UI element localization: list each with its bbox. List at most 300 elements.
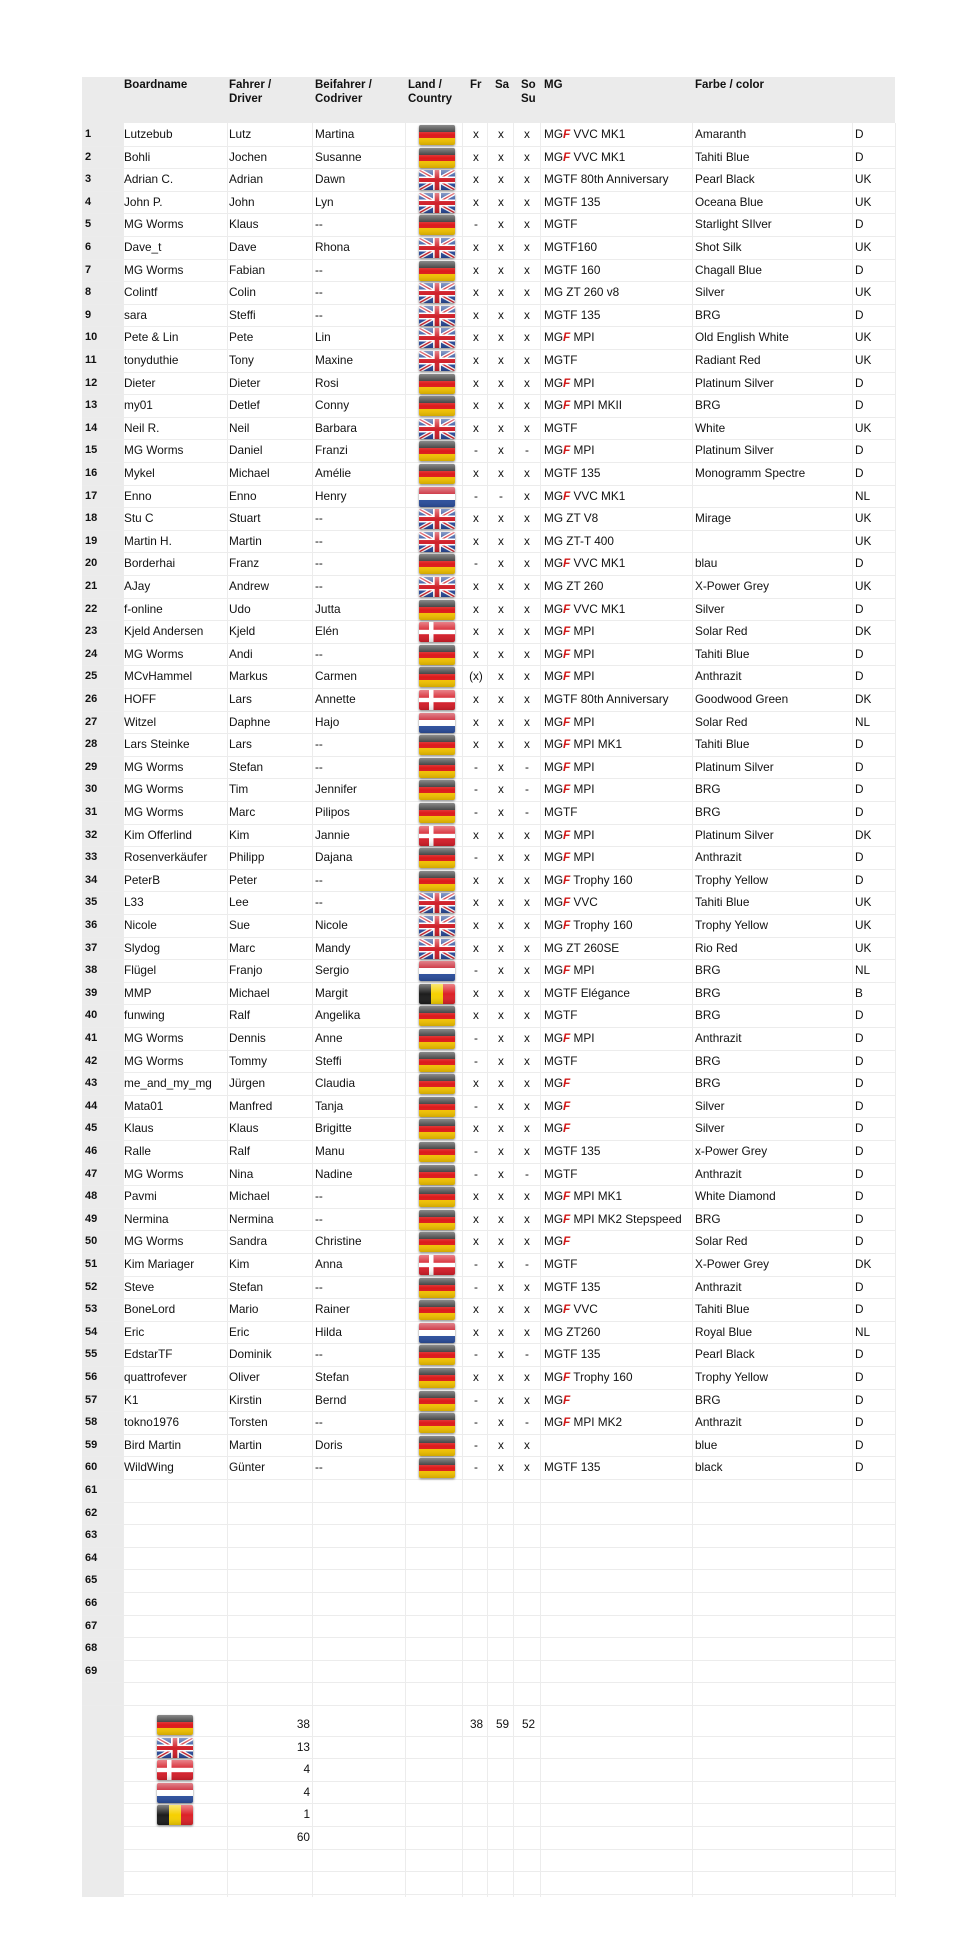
color-cell: BRG	[695, 1008, 721, 1023]
country-code-cell: D	[855, 1392, 864, 1407]
mgf-logo-letter: F	[563, 737, 571, 752]
saturday-cell: -	[499, 488, 503, 503]
driver-cell: Kim	[229, 1257, 250, 1271]
boardname-cell: EdstarTF	[124, 1347, 173, 1362]
boardname-cell: Steve	[124, 1279, 155, 1294]
mg-model-cell	[544, 1321, 600, 1343]
country-code-cell: D	[855, 737, 864, 752]
row-number: 68	[85, 1642, 98, 1655]
driver-cell: Stuart	[229, 511, 261, 526]
country-code-cell: D	[855, 1437, 864, 1452]
friday-cell: -	[474, 850, 478, 865]
table-row	[82, 552, 895, 576]
boardname-cell: Nermina	[124, 1211, 169, 1226]
boardname-cell: L33	[124, 895, 144, 910]
summary-row	[123, 1826, 895, 1850]
sunday-cell: x	[524, 262, 530, 277]
row-number: 2	[85, 150, 92, 163]
color-cell: Monogramm Spectre	[695, 466, 806, 480]
mg-model-suffix: MPI	[570, 646, 595, 661]
grid-line	[227, 123, 228, 1897]
mg-model-cell	[544, 1004, 577, 1026]
table-row	[82, 462, 895, 486]
country-code-cell: UK	[855, 420, 872, 435]
german-flag-icon	[419, 1187, 455, 1207]
table-row	[82, 914, 895, 938]
color-cell: Radiant Red	[695, 353, 761, 367]
row-number: 19	[85, 534, 98, 547]
friday-cell: x	[473, 375, 479, 390]
country-code-cell: UK	[855, 353, 872, 367]
boardname-cell: quattrofever	[124, 1370, 187, 1384]
mg-model-prefix: MG	[544, 782, 564, 797]
mg-model-prefix: MG	[544, 737, 564, 752]
mg-model-cell	[544, 213, 577, 235]
row-number: 47	[85, 1167, 98, 1180]
saturday-cell: x	[498, 1144, 504, 1158]
table-row	[82, 1095, 895, 1119]
sunday-cell: x	[524, 194, 530, 209]
color-cell: Old English White	[695, 330, 789, 345]
saturday-cell: x	[498, 1460, 504, 1475]
boardname-cell: me_and_my_mg	[124, 1076, 212, 1091]
sunday-cell: x	[524, 646, 530, 661]
color-cell: Mirage	[695, 511, 732, 526]
table-row	[82, 1163, 895, 1187]
driver-cell: Lars	[229, 692, 252, 706]
boardname-cell: Klaus	[124, 1121, 154, 1136]
dutch-flag-icon	[419, 1323, 455, 1343]
mgf-logo-letter: F	[563, 827, 571, 842]
row-number: 52	[85, 1280, 98, 1293]
codriver-cell: Doris	[315, 1437, 343, 1452]
saturday-cell: x	[498, 1257, 504, 1271]
country-code-cell: D	[855, 1347, 864, 1362]
mg-model-cell	[544, 394, 622, 416]
codriver-cell: --	[315, 217, 323, 232]
mg-model-cell	[544, 688, 669, 710]
summary-row	[123, 1803, 895, 1827]
sunday-cell: x	[524, 556, 530, 571]
row-number: 65	[85, 1574, 98, 1587]
saturday-cell: x	[498, 1347, 504, 1362]
row-number: 9	[85, 308, 92, 321]
driver-cell: Stefan	[229, 759, 264, 774]
mg-model-cell	[544, 123, 625, 145]
codriver-cell: Angelika	[315, 1008, 361, 1023]
mg-model-suffix: Trophy 160	[570, 918, 633, 932]
german-flag-icon	[419, 1278, 455, 1298]
grid-line	[513, 123, 514, 1897]
sunday-cell: x	[524, 217, 530, 232]
danish-flag-icon	[157, 1760, 193, 1780]
codriver-cell: Stefan	[315, 1370, 350, 1384]
grid-line	[895, 123, 896, 1897]
friday-cell: x	[473, 511, 479, 526]
mg-model-prefix: MGTF 135	[544, 1279, 601, 1294]
saturday-cell: x	[498, 149, 504, 164]
saturday-cell: x	[498, 240, 504, 254]
saturday-cell: x	[498, 1279, 504, 1294]
country-code-cell: D	[855, 1279, 864, 1294]
saturday-cell: x	[498, 511, 504, 526]
saturday-cell: x	[498, 466, 504, 480]
friday-cell: x	[473, 466, 479, 480]
saturday-cell: x	[498, 1234, 504, 1249]
codriver-cell: Tanja	[315, 1098, 344, 1113]
german-flag-icon	[419, 215, 455, 235]
boardname-cell: MG Worms	[124, 1166, 184, 1181]
saturday-cell: x	[498, 1437, 504, 1452]
friday-cell: x	[473, 1211, 479, 1226]
summary-row	[123, 1758, 895, 1782]
row-number: 1	[85, 128, 92, 140]
country-code-cell: D	[855, 466, 864, 480]
driver-cell: Philipp	[229, 850, 265, 865]
mg-model-cell	[544, 1163, 577, 1185]
sunday-cell: x	[524, 172, 530, 187]
mg-model-prefix: MG	[544, 669, 564, 684]
header-color: Farbe / color	[695, 79, 765, 91]
country-code-cell: D	[855, 556, 864, 571]
german-flag-icon	[419, 780, 455, 800]
friday-cell: x	[473, 1076, 479, 1091]
mg-model-prefix: MG	[544, 895, 564, 910]
row-number: 62	[85, 1506, 98, 1519]
codriver-cell: Lyn	[315, 194, 334, 209]
codriver-cell: --	[315, 1415, 323, 1430]
driver-cell: Neil	[229, 420, 250, 435]
table-row	[82, 1456, 895, 1480]
driver-cell: Fabian	[229, 262, 266, 277]
header-mg: MG	[544, 79, 563, 91]
driver-cell: Oliver	[229, 1370, 260, 1384]
friday-cell: x	[473, 1234, 479, 1249]
sunday-cell: -	[525, 782, 529, 797]
color-cell: X-Power Grey	[695, 579, 770, 593]
saturday-cell: x	[498, 556, 504, 571]
table-row	[82, 1208, 895, 1232]
mg-model-prefix: MGTF	[544, 353, 578, 367]
color-cell: Tahiti Blue	[695, 737, 750, 752]
codriver-cell: Lin	[315, 330, 331, 345]
driver-cell: Detlef	[229, 398, 260, 413]
driver-cell: Peter	[229, 872, 258, 887]
mg-model-cell	[544, 1140, 600, 1162]
row-number: 64	[85, 1551, 98, 1564]
sunday-cell: x	[524, 1370, 530, 1384]
mgf-logo-letter: F	[563, 556, 571, 571]
german-flag-icon	[419, 1052, 455, 1072]
saturday-cell: x	[498, 194, 504, 209]
german-flag-icon	[419, 1119, 455, 1139]
boardname-cell: MG Worms	[124, 782, 184, 797]
color-cell: BRG	[695, 1076, 721, 1091]
mg-model-cell	[544, 439, 595, 461]
german-flag-icon	[419, 1142, 455, 1162]
sunday-cell: x	[524, 601, 530, 616]
table-row	[82, 575, 895, 599]
table-row	[82, 846, 895, 870]
mg-model-prefix: MG	[544, 850, 564, 865]
table-row	[82, 259, 895, 283]
row-number: 23	[85, 625, 98, 638]
friday-cell: -	[474, 488, 478, 503]
header-so: So Su	[521, 79, 536, 105]
mg-model-cell	[544, 349, 577, 371]
friday-cell: x	[473, 985, 479, 1000]
table-row	[82, 756, 895, 780]
mg-model-prefix: MG ZT 260	[544, 579, 604, 593]
sunday-cell: x	[524, 895, 530, 910]
driver-cell: Ralf	[229, 1144, 250, 1158]
saturday-cell: x	[498, 1189, 504, 1204]
friday-cell: x	[473, 420, 479, 435]
saturday-cell: x	[498, 1370, 504, 1384]
table-row	[82, 801, 895, 825]
mg-model-prefix: MG	[544, 127, 564, 141]
country-code-cell: D	[855, 1415, 864, 1430]
driver-cell: Steffi	[229, 307, 256, 322]
friday-cell: x	[473, 872, 479, 887]
row-number: 33	[85, 851, 98, 864]
friday-cell: -	[474, 1144, 478, 1158]
mg-model-prefix: MG	[544, 398, 564, 413]
country-code-cell: D	[855, 1031, 864, 1045]
mg-model-cell	[544, 1208, 682, 1230]
row-number: 37	[85, 941, 98, 954]
sunday-cell: -	[525, 805, 529, 819]
mg-model-prefix: MGTF 80th Anniversary	[544, 172, 669, 187]
row-number: 38	[85, 964, 98, 977]
uk-flag-icon	[419, 577, 455, 597]
color-cell: Starlight SIlver	[695, 217, 772, 232]
color-cell: Silver	[695, 1098, 725, 1113]
mg-model-cell	[544, 937, 619, 959]
mgf-logo-letter: F	[563, 149, 571, 164]
color-cell: Anthrazit	[695, 1279, 742, 1294]
country-code-cell: D	[855, 375, 864, 390]
boardname-cell: Kim Mariager	[124, 1257, 195, 1271]
row-number: 5	[85, 218, 92, 231]
mg-model-prefix: MG	[544, 1302, 564, 1317]
table-row	[82, 733, 895, 757]
mg-model-cell	[544, 778, 595, 800]
sunday-cell: x	[524, 714, 530, 729]
german-flag-icon	[419, 803, 455, 823]
country-code-cell: D	[855, 1008, 864, 1023]
mg-model-cell	[544, 281, 619, 303]
saturday-cell: x	[498, 963, 504, 978]
saturday-cell: x	[498, 850, 504, 865]
saturday-cell: x	[498, 307, 504, 322]
uk-flag-icon	[419, 283, 455, 303]
mgf-logo-letter: F	[563, 918, 571, 932]
mg-model-cell	[544, 824, 595, 846]
color-cell: Platinum Silver	[695, 827, 774, 842]
grid-line	[692, 123, 693, 1897]
mg-model-prefix: MG	[544, 1031, 564, 1045]
empty-row	[82, 1592, 895, 1616]
color-cell: Trophy Yellow	[695, 918, 769, 932]
table-row	[82, 1185, 895, 1209]
color-cell: Chagall Blue	[695, 262, 762, 277]
driver-cell: Enno	[229, 488, 257, 503]
row-number: 54	[85, 1325, 98, 1338]
table-row	[82, 869, 895, 893]
friday-cell: x	[473, 1121, 479, 1136]
color-cell: black	[695, 1460, 723, 1475]
color-cell: Amaranth	[695, 127, 747, 141]
mgf-logo-letter: F	[563, 1392, 571, 1407]
codriver-cell: Pilipos	[315, 805, 350, 819]
mgf-logo-letter: F	[563, 1370, 571, 1384]
color-cell: Solar Red	[695, 714, 748, 729]
row-number: 36	[85, 919, 98, 931]
mg-model-prefix: MG	[544, 714, 564, 729]
row-number: 15	[85, 444, 98, 457]
country-code-cell: D	[855, 759, 864, 774]
codriver-cell: Rainer	[315, 1302, 350, 1317]
table-row	[82, 417, 895, 441]
country-code-cell: UK	[855, 172, 872, 187]
saturday-cell: x	[498, 624, 504, 639]
table-row	[82, 1434, 895, 1458]
friday-cell: x	[473, 353, 479, 367]
codriver-cell: Mandy	[315, 940, 351, 955]
country-code-cell: NL	[855, 1324, 871, 1339]
codriver-cell: Conny	[315, 398, 350, 413]
table-row	[82, 1230, 895, 1254]
mg-model-prefix: MG	[544, 624, 564, 639]
row-number: 66	[85, 1597, 98, 1609]
sunday-cell: x	[524, 511, 530, 526]
color-cell: Tahiti Blue	[695, 1302, 750, 1317]
table-row	[82, 485, 895, 509]
mg-model-cell	[544, 1298, 598, 1320]
mg-model-suffix: Trophy 160	[570, 1370, 633, 1384]
german-flag-icon	[419, 667, 455, 687]
driver-cell: Marc	[229, 805, 256, 819]
saturday-cell: x	[498, 285, 504, 300]
german-flag-icon	[419, 1232, 455, 1252]
friday-cell: x	[473, 1189, 479, 1204]
boardname-cell: sara	[124, 307, 147, 322]
saturday-cell: x	[498, 1053, 504, 1068]
saturday-cell: x	[498, 985, 504, 1000]
codriver-cell: --	[315, 895, 323, 910]
saturday-cell: x	[498, 217, 504, 232]
mg-model-cell	[544, 326, 595, 348]
german-flag-icon	[419, 1368, 455, 1388]
country-code-cell: D	[855, 601, 864, 616]
codriver-cell: Hajo	[315, 714, 340, 729]
color-cell: Pearl Black	[695, 1347, 755, 1362]
country-code-cell: D	[855, 1302, 864, 1317]
country-code-cell: D	[855, 307, 864, 322]
boardname-cell: PeterB	[124, 872, 161, 887]
country-code-cell: D	[855, 646, 864, 661]
uk-flag-icon	[419, 238, 455, 258]
color-cell: BRG	[695, 1392, 721, 1407]
codriver-cell: --	[315, 759, 323, 774]
table-row	[82, 236, 895, 260]
mg-model-cell	[544, 1389, 570, 1411]
country-code-cell: UK	[855, 511, 872, 526]
row-number: 61	[85, 1484, 98, 1496]
mg-model-prefix: MG	[544, 1370, 564, 1384]
mg-model-suffix: VVC MK1	[570, 556, 626, 571]
boardname-cell: MG Worms	[124, 262, 184, 277]
country-code-cell: UK	[855, 240, 872, 254]
table-row	[82, 1411, 895, 1435]
color-cell: Anthrazit	[695, 1166, 742, 1181]
mg-model-prefix: MG	[544, 330, 564, 345]
mg-model-prefix: MGTF 135	[544, 194, 601, 209]
boardname-cell: Kim Offerlind	[124, 827, 192, 842]
mg-model-suffix: VVC	[570, 895, 598, 910]
mg-model-cell	[544, 1230, 570, 1252]
boardname-cell: Dave_t	[124, 240, 162, 254]
uk-flag-icon	[419, 193, 455, 213]
table-row	[82, 1253, 895, 1277]
boardname-cell: Bird Martin	[124, 1437, 182, 1452]
driver-cell: Michael	[229, 1189, 270, 1204]
codriver-cell: Maxine	[315, 353, 354, 367]
sunday-cell: x	[524, 240, 530, 254]
table-row	[82, 1366, 895, 1390]
country-code-cell: D	[855, 872, 864, 887]
sunday-cell: x	[524, 353, 530, 367]
sunday-cell: x	[524, 850, 530, 865]
mg-model-suffix: MPI	[570, 827, 595, 842]
mg-model-cell	[544, 620, 595, 642]
saturday-cell: x	[498, 353, 504, 367]
row-number: 34	[85, 873, 98, 886]
boardname-cell: Martin H.	[124, 533, 172, 548]
saturday-cell: x	[498, 1098, 504, 1113]
german-flag-icon	[419, 464, 455, 484]
sunday-cell: x	[524, 420, 530, 435]
country-code-cell: D	[855, 217, 864, 232]
mg-model-suffix: MPI MK2	[570, 1415, 623, 1430]
mgf-logo-letter: F	[563, 127, 571, 141]
saturday-cell: x	[498, 646, 504, 661]
sunday-cell: x	[524, 375, 530, 390]
mg-model-prefix: MG	[544, 375, 564, 390]
driver-cell: Andi	[229, 646, 253, 661]
boardname-cell: Stu C	[124, 511, 154, 526]
mg-model-prefix: MGTF 80th Anniversary	[544, 692, 669, 706]
codriver-cell: Elén	[315, 624, 339, 639]
boardname-cell: Flügel	[124, 963, 157, 978]
saturday-cell: x	[498, 669, 504, 684]
driver-cell: Daniel	[229, 443, 263, 458]
friday-cell: x	[473, 1008, 479, 1023]
country-code-cell: NL	[855, 488, 871, 503]
saturday-cell: x	[498, 1121, 504, 1136]
country-count: 1	[303, 1807, 310, 1822]
mg-model-prefix: MG	[544, 556, 564, 571]
table-row	[82, 123, 895, 147]
summary-row	[123, 1781, 895, 1805]
boardname-cell: tonyduthie	[124, 353, 179, 367]
row-number: 12	[85, 376, 98, 389]
boardname-cell: AJay	[124, 579, 151, 593]
saturday-cell: x	[498, 895, 504, 910]
codriver-cell: --	[315, 1460, 323, 1475]
friday-cell: x	[473, 285, 479, 300]
